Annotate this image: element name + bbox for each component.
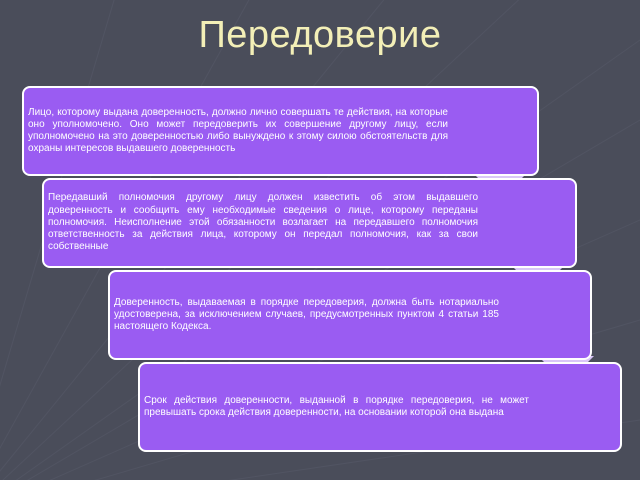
step-box-3 — [108, 270, 592, 360]
step-box-4 — [138, 362, 622, 452]
step-text-2: Передавший полномочия другому лицу должен известить об этом выдавшего доверенность и сообщить ему необходимые сведения о лице, которому переданы полномочия. Неисполнение этой обязанности возлагает на передавшего полномочия ответственность за действия лица, которому он передал полномочия, как за свои собственные — [48, 192, 478, 253]
slide-title: Передоверие — [198, 14, 442, 56]
step-box-2 — [42, 178, 577, 268]
step-box-1 — [22, 86, 539, 176]
step-text-4: Срок действия доверенности, выданной в порядке передоверия, не может превышать срока действия доверенности, на основании которой она выдана — [144, 394, 529, 418]
step-text-1: Лицо, которому выдана доверенность, должно лично совершать те действия, на которые оно уполномочено. Оно может передоверить их совершение другому лицу, если уполномочено на это доверенностью либо вынуждено к этому силою обстоятельств для охраны интересов выдавшего доверенность — [28, 106, 448, 155]
step-text-3: Доверенность, выдаваемая в порядке передоверия, должна быть нотариально удостоверена, за исключением случаев, предусмотренных пунктом 4 статьи 185 настоящего Кодекса. — [114, 296, 499, 333]
